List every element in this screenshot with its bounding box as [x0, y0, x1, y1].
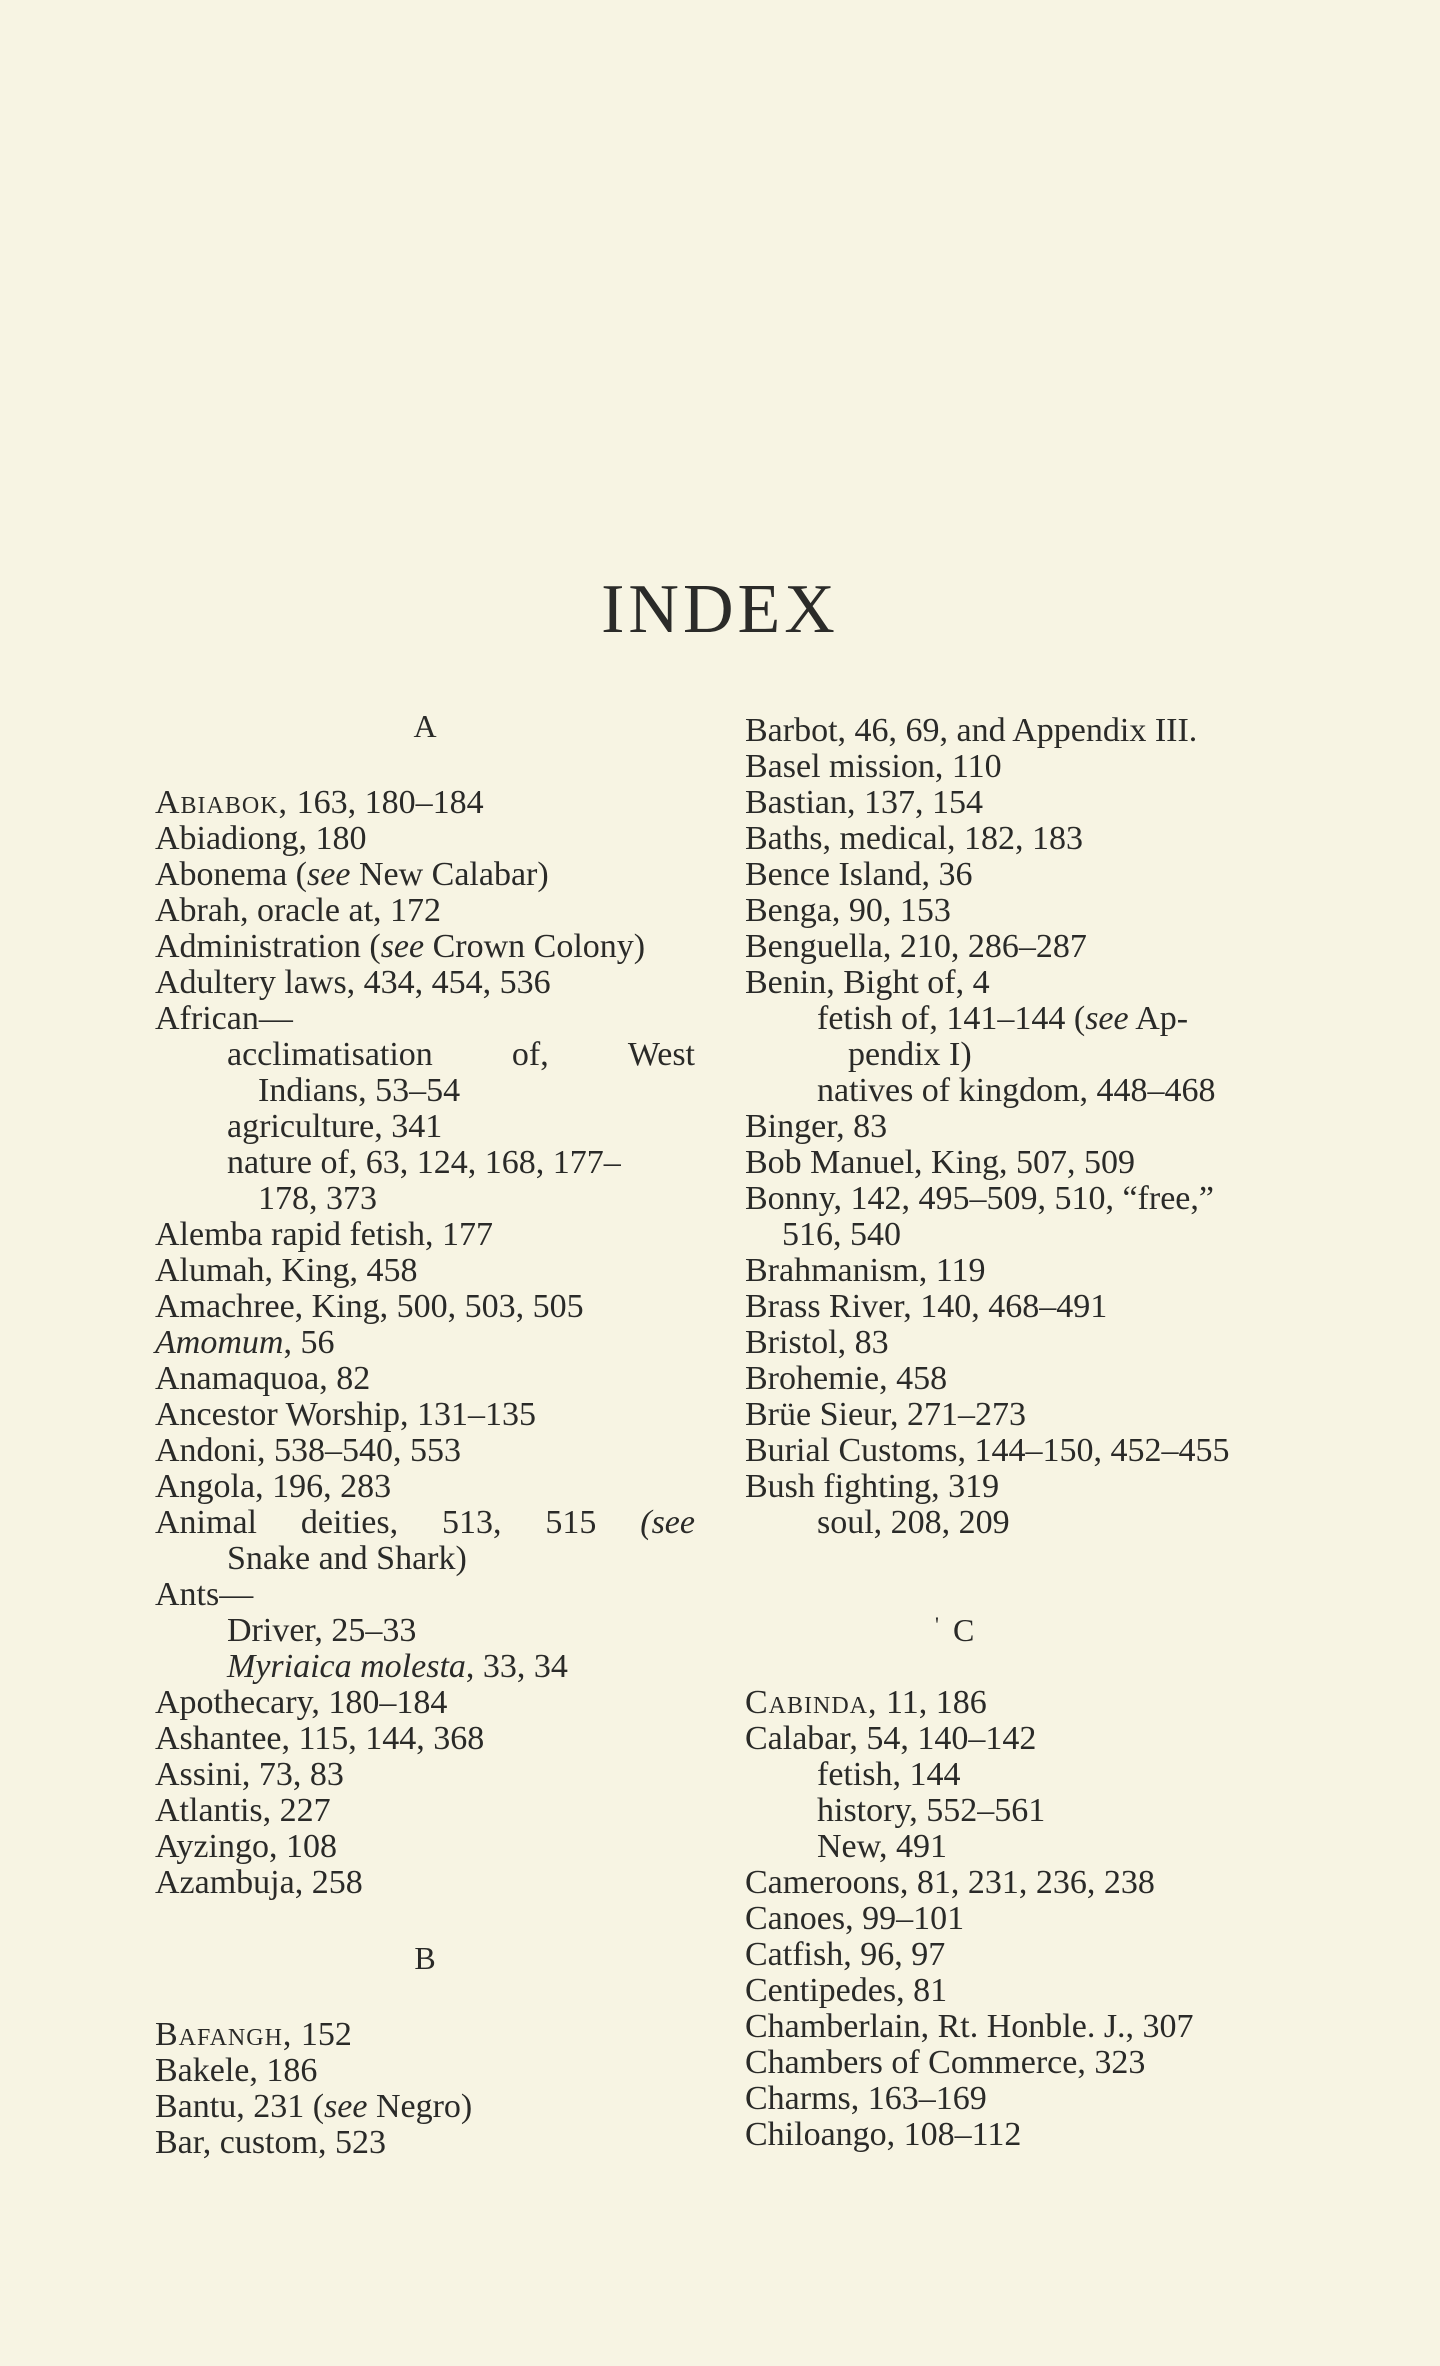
index-entry-continuation: 516, 540	[782, 1216, 901, 1253]
index-entry: Bristol, 83	[745, 1324, 889, 1361]
index-entry: Bakele, 186	[155, 2052, 318, 2089]
index-entry: Centipedes, 81	[745, 1972, 948, 2009]
index-subentry: fetish, 144	[817, 1756, 961, 1793]
index-entry-continuation: pendix I)	[848, 1036, 972, 1073]
index-entry-continuation: 178, 373	[258, 1180, 377, 1217]
index-entry: Bar, custom, 523	[155, 2124, 386, 2161]
index-entry: Abrah, oracle at, 172	[155, 892, 442, 929]
index-entry: Cabinda, 11, 186	[745, 1684, 987, 1721]
index-entry: Animal deities, 513, 515 (see	[155, 1504, 695, 1541]
section-heading-b: B	[414, 1940, 436, 1976]
index-entry: Charms, 163–169	[745, 2080, 987, 2117]
index-entry: Administration (see Crown Colony)	[155, 928, 646, 965]
index-entry: Ayzingo, 108	[155, 1828, 337, 1865]
index-entry: Basel mission, 110	[745, 748, 1002, 785]
index-entry: Abiadiong, 180	[155, 820, 367, 857]
index-entry: Canoes, 99–101	[745, 1900, 965, 1937]
index-entry: Brüe Sieur, 271–273	[745, 1396, 1026, 1433]
index-entry: Cameroons, 81, 231, 236, 238	[745, 1864, 1155, 1901]
page-title: INDEX	[601, 571, 839, 648]
index-entry: Adultery laws, 434, 454, 536	[155, 964, 551, 1001]
index-entry: Andoni, 538–540, 553	[155, 1432, 461, 1469]
index-entry: Apothecary, 180–184	[155, 1684, 448, 1721]
index-entry: Abonema (see New Calabar)	[155, 856, 549, 893]
index-subentry: nature of, 63, 124, 168, 177–	[227, 1144, 621, 1181]
index-entry: Calabar, 54, 140–142	[745, 1720, 1037, 1757]
index-subentry: natives of kingdom, 448–468	[817, 1072, 1216, 1109]
index-entry: Burial Customs, 144–150, 452–455	[745, 1432, 1230, 1469]
index-subentry: agriculture, 341	[227, 1108, 443, 1145]
index-entry: Benguella, 210, 286–287	[745, 928, 1087, 965]
index-entry: Angola, 196, 283	[155, 1468, 392, 1505]
index-entry: Brohemie, 458	[745, 1360, 948, 1397]
index-entry: Assini, 73, 83	[155, 1756, 344, 1793]
index-entry: Baths, medical, 182, 183	[745, 820, 1084, 857]
index-entry: Brahmanism, 119	[745, 1252, 986, 1289]
index-entry: African—	[155, 1000, 293, 1037]
index-subentry: Driver, 25–33	[227, 1612, 417, 1649]
index-entry: Anamaquoa, 82	[155, 1360, 371, 1397]
index-entry: Benga, 90, 153	[745, 892, 951, 929]
index-entry: Amachree, King, 500, 503, 505	[155, 1288, 584, 1325]
index-entry: Benin, Bight of, 4	[745, 964, 990, 1001]
index-entry: Chambers of Commerce, 323	[745, 2044, 1146, 2081]
index-entry: Atlantis, 227	[155, 1792, 331, 1829]
index-entry: Barbot, 46, 69, and Appendix III.	[745, 712, 1198, 749]
index-entry: Bob Manuel, King, 507, 509	[745, 1144, 1136, 1181]
index-subentry: history, 552–561	[817, 1792, 1046, 1829]
index-entry: Chiloango, 108–112	[745, 2116, 1022, 2153]
index-entry-continuation: Indians, 53–54	[258, 1072, 461, 1109]
stray-mark: '	[935, 1612, 939, 1637]
index-subentry: Myriaica molesta, 33, 34	[227, 1648, 568, 1685]
index-entry: Catfish, 96, 97	[745, 1936, 946, 1973]
index-entry: Bonny, 142, 495–509, 510, “free,”	[745, 1180, 1214, 1217]
index-entry: Binger, 83	[745, 1108, 888, 1145]
index-entry: Alumah, King, 458	[155, 1252, 418, 1289]
index-entry: Bastian, 137, 154	[745, 784, 983, 821]
index-entry: Brass River, 140, 468–491	[745, 1288, 1108, 1325]
index-entry: Azambuja, 258	[155, 1864, 363, 1901]
index-entry: Ancestor Worship, 131–135	[155, 1396, 536, 1433]
section-heading-c: ' C	[935, 1612, 975, 1648]
index-entry: Bush fighting, 319	[745, 1468, 1000, 1505]
index-subentry: acclimatisation of, West	[227, 1036, 695, 1073]
index-entry: Bence Island, 36	[745, 856, 973, 893]
index-entry: Bantu, 231 (see Negro)	[155, 2088, 473, 2125]
index-entry: Alemba rapid fetish, 177	[155, 1216, 494, 1253]
index-entry: Chamberlain, Rt. Honble. J., 307	[745, 2008, 1194, 2045]
index-entry: Ants—	[155, 1576, 254, 1613]
index-entry: Ashantee, 115, 144, 368	[155, 1720, 485, 1757]
section-heading-a: A	[413, 708, 437, 744]
index-entry: Amomum, 56	[155, 1324, 335, 1361]
index-subentry: soul, 208, 209	[817, 1504, 1010, 1541]
index-entry: Abiabok, 163, 180–184	[155, 784, 484, 821]
index-subentry: New, 491	[817, 1828, 947, 1865]
index-entry: Bafangh, 152	[155, 2016, 352, 2053]
index-subentry: fetish of, 141–144 (see Ap-	[817, 1000, 1189, 1037]
index-entry-continuation: Snake and Shark)	[227, 1540, 467, 1577]
